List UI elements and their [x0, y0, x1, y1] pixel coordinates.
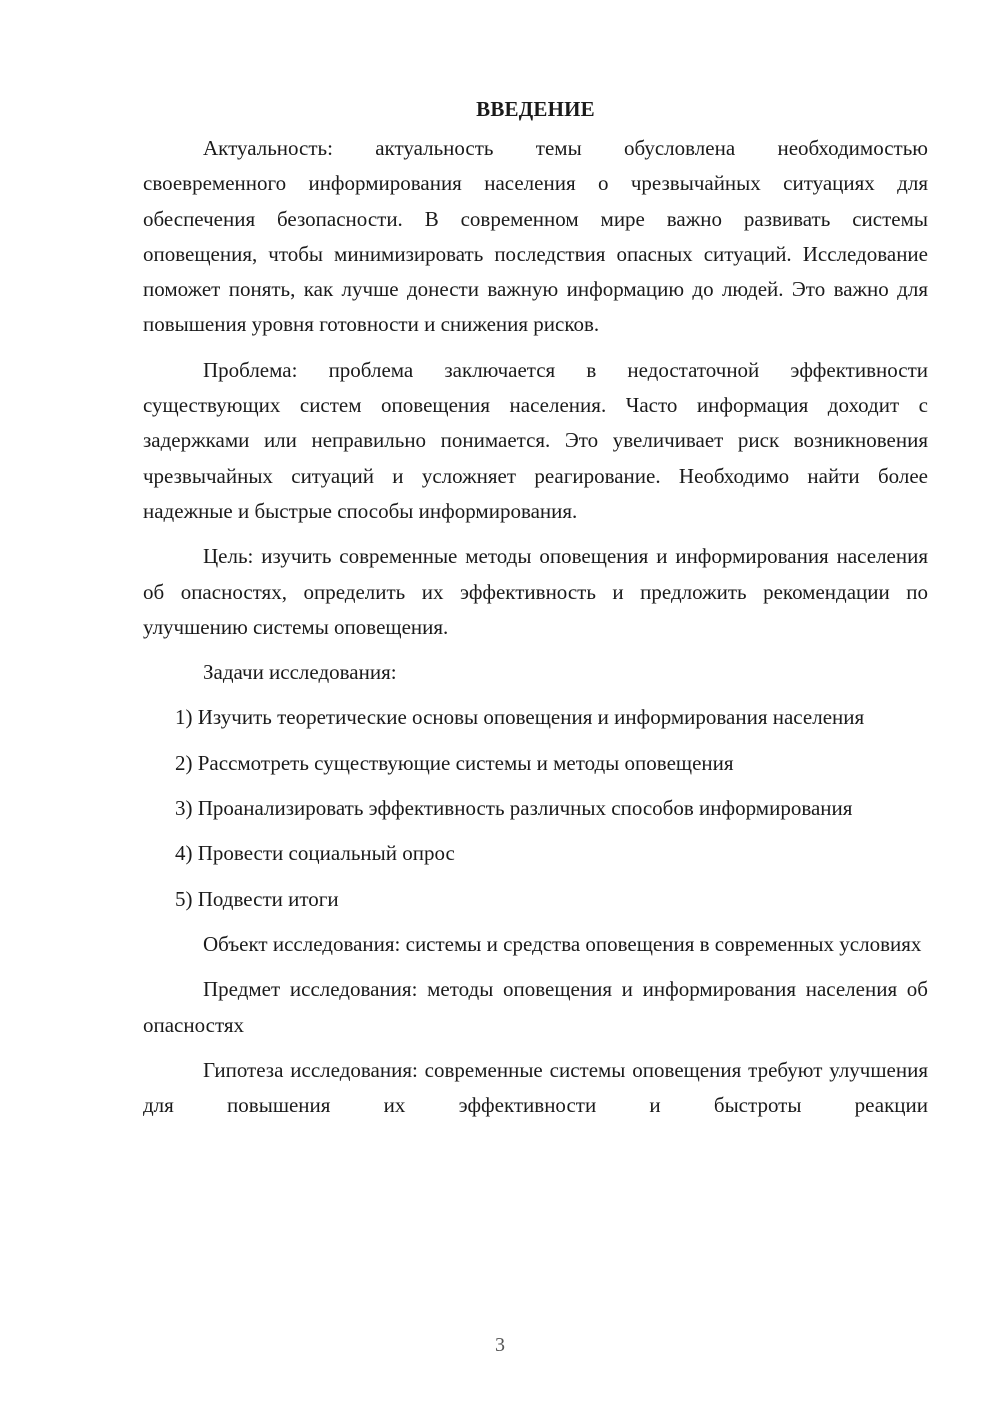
problem-paragraph: Проблема: проблема заключается в недостаточной эффективности существующих систем оповещения населения. Часто информация доходит с задержками или неправильно понимается. Это увеличивает риск возникновения чрезвычайных ситуаций и усложняет реагирование. Необходимо найти более надежные и быстрые способы информирования. — [143, 357, 928, 523]
object-paragraph: Объект исследования: системы и средства оповещения в современных условиях — [203, 931, 922, 956]
document-page — [143, 92, 928, 1123]
task-item-4: 4) Провести социальный опрос — [175, 841, 455, 866]
task-item-5: 5) Подвести итоги — [175, 886, 339, 911]
page-title: ВВЕДЕНИЕ — [476, 97, 595, 121]
task-item-1: 1) Изучить теоретические основы оповещения и информирования населения — [175, 705, 865, 730]
goal-paragraph: Цель: изучить современные методы оповещения и информирования населения об опасностях, определить их эффективность и предложить рекомендации по улучшению системы оповещения. — [143, 544, 928, 639]
page-number: 3 — [495, 1334, 505, 1356]
relevance-paragraph: Актуальность: актуальность темы обусловлена необходимостью своевременного информирования населения о чрезвычайных ситуациях для обеспечения безопасности. В современном мире важно развивать системы оповещения, чтобы минимизировать последствия опасных ситуаций. Исследование поможет понять, как лучше донести важную информацию до людей. Это важно для повышения уровня готовности и снижения рисков. — [143, 136, 928, 337]
hypothesis-paragraph: Гипотеза исследования: современные системы оповещения требуют улучшения для повышения их эффективности и быстроты реакции — [143, 1057, 928, 1118]
subject-paragraph: Предмет исследования: методы оповещения и информирования населения об опасностях — [143, 977, 928, 1037]
tasks-heading: Задачи исследования: — [203, 660, 397, 685]
task-item-2: 2) Рассмотреть существующие системы и методы оповещения — [175, 750, 734, 775]
task-item-3: 3) Проанализировать эффективность различных способов информирования — [175, 796, 853, 821]
